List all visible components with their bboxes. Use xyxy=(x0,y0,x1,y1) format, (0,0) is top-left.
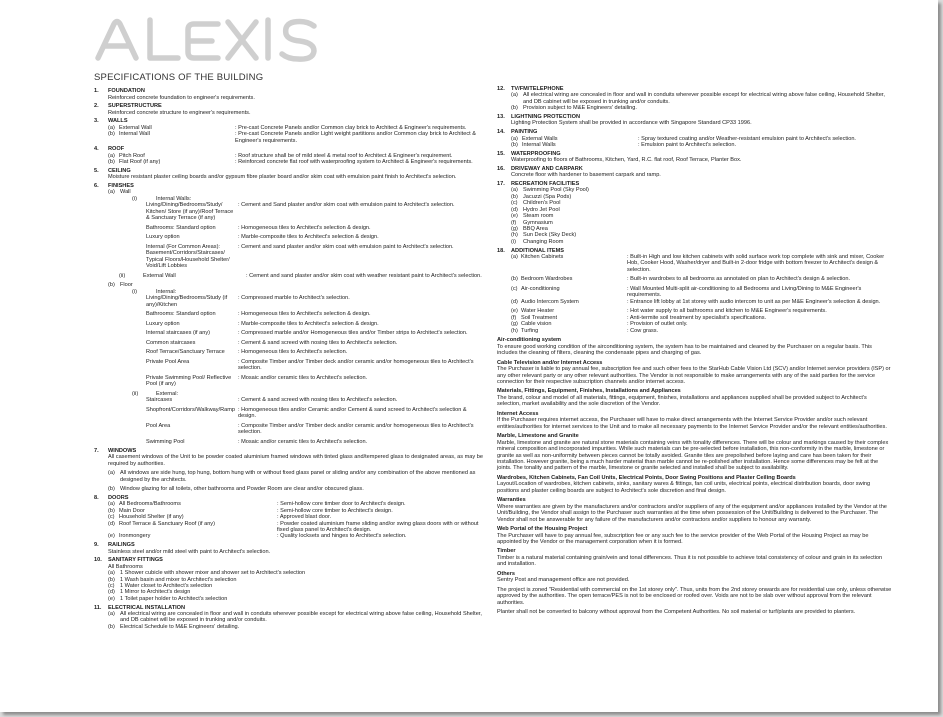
section-text: Reinforced concrete foundation to engineer's requirements. xyxy=(108,94,255,101)
left-column xyxy=(94,86,484,630)
section-number: 18. xyxy=(497,247,505,254)
section-doors xyxy=(94,495,484,540)
document-title: SPECIFICATIONS OF THE BUILDING xyxy=(94,72,264,83)
spec-row: Pool Area : Composite Timber and/or Timber deck and/or ceramic and/or homogeneous tiles to Architect's selection. xyxy=(108,423,484,436)
section-number: 10. xyxy=(94,557,102,564)
section-number: 13. xyxy=(497,114,505,120)
spec-row: Internal staircases (if any) : Compressed marble and/or Homogeneous tiles and/or Timber strips to Architect's selection. xyxy=(108,330,484,336)
spec-row: Living/Dining/Bedrooms/Study/ Kitchen/ Store (if any)/Roof Terrace & Sanctuary Terrace (if any) : Cement and Sand plaster and/or skim coat with emulsion paint to Architect's selection. xyxy=(108,202,484,221)
spec-row: (a) Kitchen Cabinets : Built-in High and low kitchen cabinets with solid surface work top complete with sink and mixer, Cooker Hob, Cooker Hood, Washer/dryer and Built-in 2-door fridge with bottom freezer to Architect's design & selection. xyxy=(511,254,892,273)
spec-row: Internal (For Common Areas): Basement/Corridors/Staircases/ Typical Floors/Household Shelter/ Void/Lift Lobbies : Cement and sand plaster and/or skim coat with emulsion paint to Architect's selection. xyxy=(108,244,484,270)
section-title: TV/FM/TELEPHONE xyxy=(511,86,564,92)
section-additional-items xyxy=(497,248,892,335)
note-marble-limestone-granite: Marble, Limestone and Granite Marble, limestone and granite are natural stone materials containing veins with tonality differences. There will be colour and markings caused by their complex mineral composition and incorporated impurities. While such materials can be pre-selected before installation, this non-conformity in the marble, limestone or granite as well as non-uniformity between pieces cannot be totally avoided. Granite tiles are prepolished before laying and care has been taken for their installation. However granite, being a much harder material than marble cannot be re-polished after installation. Hence some differences may be felt at the joints. The tonality and pattern of the marble, limestone or granite selected and installed shall be subject to availability. xyxy=(497,433,889,472)
spec-row: (ii) External Wall : Cement and sand plaster and/or skim coat with weather resistant paint to Architect's selection. xyxy=(108,273,484,279)
spec-row: (g) Cable vision : Provision of outlet only. xyxy=(511,321,892,327)
section-recreation-facilities: 17. RECREATION FACILITIES (a) Swimming Pool (Sky Pool) (b) Jacuzzi (Spa Pods) (c) Children's Pool (d) Hydro Jet Pool (e) Steam room (f) Gymnasium (g) BBQ Area (h) Sun Deck (Sky Deck) (i) Changing Room xyxy=(497,180,589,245)
note-internet-access: Internet Access If the Purchaser requires internet access, the Purchaser will have to make direct arrangements with the Internet Service Provider and/or such relevant entities/authorities for internet services to the Unit and to make all necessary payments to the Internet Service Provider and/or the relevant entities/authorities. xyxy=(497,410,887,430)
section-title: ROOF xyxy=(108,146,125,153)
spec-row: (a) External Walls : Spray textured coating and/or Weather-resistant emulsion paint to Architect's selection. xyxy=(511,136,892,142)
note-air-conditioning: Air-conditioning system To ensure good working condition of the airconditioning system, the system has to be maintained and cleaned by the Purchaser on a regular basis. This includes the cleaning of filters, cleaning the condensate pipes and charging of gas. xyxy=(497,337,872,357)
spec-row: (a) Pitch Roof : Roof structure shall be of mild steel & metal roof to Architect & Engineer's requirement. xyxy=(108,153,484,159)
spec-row: Bathrooms: Standard option : Homogeneous tiles to Architect's selection & design. xyxy=(108,225,484,231)
note-materials: Materials, Fittings, Equipment, Finishes, Installations and Appliances The brand, colour and model of all materials, fittings, equipment, finishes, installations and appliances supplied shall be provided subject to Architect's selection, market availability and the sole discretion of the Vendor. xyxy=(497,388,867,408)
spec-row: (e) Water Heater : Hot water supply to all bathrooms and kitchen to M&E Engineer's requirements. xyxy=(511,308,892,314)
note-web-portal: Web Portal of the Housing Project The Purchaser will have to pay annual fee, subscription fee or any such fee to the service provider of the Web Portal of the Housing Project as may be appointed by the Vendor or the management corporation when it is formed. xyxy=(497,526,869,545)
section-title: WATERPROOFING xyxy=(511,150,561,157)
section-number: 11. xyxy=(94,604,102,611)
section-tv-telephone: 12. TV/FM/TELEPHONE (a) All electrical wiring are concealed in floor and wall in conduits wherever possible except for electrical wiring above false ceiling, Household Shelter, and DB cabinet will be exposed in trunking and/or conduits. (b) Provision subject to M&E Engineers' detailing. xyxy=(497,86,885,112)
spec-row: Roof Terrace/Sanctuary Terrace : Homogeneous tiles to Architect's selection. xyxy=(108,349,484,355)
spec-row: (a) All Bedrooms/Bathrooms : Semi-hollow core timber door to Architect's design. xyxy=(108,501,484,507)
note-layout-location: Wardrobes, Kitchen Cabinets, Fan Coil Units, Electrical Points, Door Swing Positions and Plaster Ceiling Boards Layout/Location of wardrobes, kitchen cabinets, sinks, sanitary wares & fittings, fan coil units, electrical points, electrical distribution boards, door swing positions and plaster ceiling boards are subject to Architect's sole discretion and final design. xyxy=(497,474,871,494)
spec-row: Luxury option : Marble-composite tiles to Architect's selection & design. xyxy=(108,234,484,240)
section-title: WALLS xyxy=(108,118,128,125)
section-number: 1. xyxy=(94,88,99,95)
note-cable-internet: Cable Television and/or Internet Access The Purchaser is liable to pay annual fee, subscription fee and such other fees to the StarHub Cable Vision Ltd (SCV) and/or Internet service providers (ISP) or any other relevant party or any other relevant authorities. The Vendor is not responsible to make arrangements with any of the said parties for the service connection for their respective subscription channels and/or internet access. xyxy=(497,359,891,385)
section-number: 6. xyxy=(94,183,99,190)
section-driveway-carpark: 16. DRIVEWAY AND CARPARK Concrete floor with hardener to basement carpark and ramp. xyxy=(497,165,661,179)
section-lightning-protection: 13. LIGHTNING PROTECTION Lighting Protection System shall be provided in accordance with Singapore Standard CP33 1996. xyxy=(497,114,752,127)
section-finishes: 6. FINISHES (a) Wall (i) Internal Walls: Living/Dining/Bedrooms/Study/ Kitchen/ Store (if any)/Roof Terrace & Sanctuary Terrace (if any) : Cement and Sand plaster and/or skim coat with emulsion paint to Architect's selection. Bathrooms: Standard option : Homogeneous tiles to Architect's selection & design. Luxury option : Marble-composite tiles to Architect's selection & design. Internal (For Common Areas): Basement/Corridors/Staircases/ Typical Floors/Household Shelter/ Void/Lift Lobbies : Cement and sand plaster and/or skim coat with emulsion paint to Architect's selection. (ii) External Wall : Cement and sand plaster and/or skim coat with weather resistant paint to Architect's selection. (b) Floor (i) Internal: Living/Dining/Bedrooms/Study (if any)/Kitchen : Compressed marble to Architect's selection. Bathrooms: Standard option : Homogeneous tiles to Architect's selection & design. Luxury option : Marble-composite tiles to Architect's selection & design. Internal staircases (if any) : Compressed marble and/or Homogeneous tiles and/or Timber strips to Architect's selection. Common staircases : Cement & sand screed with nosing tiles to Architect's selection. Roof Terrace/Sanctuary Terrace : Homogeneous tiles to Architect's selection. Private Pool Area : Composite Timber and/or Timber deck and/or ceramic and/or homogeneous tiles to Architect's selection. Private Swimming Pool/ Reflective Pool (if any) : Mosaic and/or ceramic tiles to Architect's selection. (ii) External: Staircases : Cement & sand screed with nosing tiles to Architect's selection. Shopfront/Corridors/Walkway/Ramp : Homogeneous tiles and/or Ceramic and/or Cement & sand screed to Architect's selection & design. Pool Area : Composite Timber and/or Timber deck and/or ceramic and/or homogeneous tiles to Architect's selection. Swimming Pool : Mosaic and/or ceramic tiles to Architect's selection. xyxy=(94,183,484,445)
spec-row: (b) Flat Roof (if any) : Reinforced concrete flat roof with waterproofing system to Architect & Engineer's requirements. xyxy=(108,159,484,165)
spec-row: Bathrooms: Standard option : Homogeneous tiles to Architect's selection & design. xyxy=(108,311,484,317)
section-number: 14. xyxy=(497,129,505,136)
spec-row: (c) Air-conditioning : Wall Mounted Multi-split air-conditioning to all Bedrooms and Living/Dining to M&E Engineer's requirements. xyxy=(511,286,892,299)
spec-row: (f) Soil Treatment : Anti-termite soil treatment by specialist's specifications. xyxy=(511,315,892,321)
alexis-logo xyxy=(92,14,322,62)
section-electrical-installation: 11. ELECTRICAL INSTALLATION (a) All electrical wiring are concealed in floor and wall in conduits wherever possible except for electrical wiring above false ceiling, Household Shelter, and DB cabinet will be exposed in trunking and/or conduits. (b) Electrical Schedule to M&E Engineers' detailing. xyxy=(94,604,482,630)
section-title: SUPERSTRUCTURE xyxy=(108,103,162,110)
section-number: 9. xyxy=(94,542,99,549)
section-windows: 7. WINDOWS All casement windows of the Unit to be powder coated aluminium framed windows with tinted glass and/tempered glass to designated areas, as may be required by authorities. (a) All windows are side hung, top hung, bottom hung with or without fixed glass panel or sliding and/or any combination of the above mentioned as designed by the architects. (b) Window glazing for all toilets, other bathrooms and Powder Room are clear and/or obscured glass. xyxy=(94,447,483,493)
section-waterproofing: 15. WATERPROOFING Waterproofing to floors of Bathrooms, Kitchen, Yard, R.C. flat roof, Roof Terrace, Planter Box. xyxy=(497,150,742,164)
right-column xyxy=(497,86,892,615)
section-title: DOORS xyxy=(108,494,129,501)
spec-row: Private Pool Area : Composite Timber and/or Timber deck and/or ceramic and/or homogeneous tiles to Architect's selection. xyxy=(108,359,484,372)
spec-row: (a) External Wall : Pre-cast Concrete Panels and/or Common clay brick to Architect & Engineer's requirements. xyxy=(108,125,484,131)
spec-row: (e) Ironmongery : Quality locksets and hinges to Architect's selection. xyxy=(108,533,484,539)
note-timber: Timber Timber is a natural material containing grain/vein and tonal differences. Thus it is not possible to achieve total consistency of colour and grain in its selection and installation. xyxy=(497,548,883,568)
section-number: 3. xyxy=(94,118,99,125)
section-number: 12. xyxy=(497,86,505,92)
section-text: Reinforced concrete structure to engineer's requirements. xyxy=(108,109,251,116)
spec-row: Staircases : Cement & sand screed with nosing tiles to Architect's selection. xyxy=(108,397,484,403)
section-title: ELECTRICAL INSTALLATION xyxy=(108,604,186,611)
section-number: 4. xyxy=(94,146,99,153)
section-roof xyxy=(94,146,484,165)
section-text: Moisture resistant plaster ceiling boards and/or gypsum fibre plaster board and/or skim coat with emulsion paint finish to Architect's selection. xyxy=(108,174,457,181)
spec-row: (b) Internal Walls : Emulsion paint to Architect's selection. xyxy=(511,142,892,148)
spec-row: (b) Bedroom Wardrobes : Built-in wardrobes to all bedrooms as annotated on plan to Architect's design & selection. xyxy=(511,276,892,282)
section-title: FINISHES xyxy=(108,183,134,190)
spec-row: Common staircases : Cement & sand screed with nosing tiles to Architect's selection. xyxy=(108,340,484,346)
section-title: RAILINGS xyxy=(108,542,135,549)
spec-row: Luxury option : Marble-composite tiles to Architect's selection & design. xyxy=(108,321,484,327)
section-walls xyxy=(94,118,484,144)
section-sanitary-fittings: 10. SANITARY FITTINGS All Bathrooms (a) 1 Shower cubicle with shower mixer and shower set to Architect's selection (b) 1 Wash basin and mixer to Architect's selection (c) 1 Water closet to Architect's selection (d) 1 Mirror to Architect's design (e) 1 Toilet paper holder to Architect's selection xyxy=(94,557,306,602)
section-title: RECREATION FACILITIES xyxy=(511,180,580,187)
section-number: 2. xyxy=(94,103,99,110)
spec-row: Living/Dining/Bedrooms/Study (if any)/Kitchen : Compressed marble to Architect's selection. xyxy=(108,295,484,308)
section-superstructure xyxy=(94,103,484,116)
section-number: 5. xyxy=(94,167,99,174)
section-number: 16. xyxy=(497,165,505,172)
spec-row: Shopfront/Corridors/Walkway/Ramp : Homogeneous tiles and/or Ceramic and/or Cement & sand screed to Architect's selection & design. xyxy=(108,407,484,420)
section-foundation xyxy=(94,88,484,101)
note-others: Others Sentry Post and management office are not provided. The project is zoned "Residential with commercial on the 1st storey only". Thus, units from the 2nd storey onwards are for residential use only, unless otherwise approved by the authorities. The open terrace/PES is not to be enclosed or roofed over. Voids are not to be slab over without approval from the relevant authorities. Planter shall not be converted to balcony without approval from the Competent Authorities. No soil material or turf/plants are provided to planters. xyxy=(497,570,892,616)
spec-row: (h) Turfing : Cow grass. xyxy=(511,328,892,334)
note-warranties: Warranties Where warranties are given by the manufacturers and/or contractors and/or suppliers of any of the equipment and/or appliances installed by the Vendor at the Unit/Building, the Vendor shall assign to the Purchaser such warranties at the time when possession of the Unit/Building is delivered to the Purchaser. The Vendor shall not be answerable for any failure of the manufacturers and/or contractors and/or suppliers to honour any warranty. xyxy=(497,497,887,523)
section-number: 7. xyxy=(94,447,99,454)
spec-row: Swimming Pool : Mosaic and/or ceramic tiles to Architect's selection. xyxy=(108,439,484,445)
spec-row: (d) Roof Terrace & Sanctuary Roof (if any) : Powder coated aluminium frame sliding and/or swing glass doors with or without fixed glass panel to Architect's design. xyxy=(108,521,484,534)
section-title: WINDOWS xyxy=(108,447,137,454)
section-ceiling xyxy=(94,168,484,181)
spec-row: Private Swimming Pool/ Reflective Pool (if any) : Mosaic and/or ceramic tiles to Architect's selection. xyxy=(108,375,484,388)
section-title: SANITARY FITTINGS xyxy=(108,557,163,564)
section-painting xyxy=(497,129,892,148)
section-title: ADDITIONAL ITEMS xyxy=(511,247,565,254)
section-title: PAINTING xyxy=(511,129,538,136)
section-number: 8. xyxy=(94,494,99,501)
spec-row: (c) Household Shelter (if any) : Approved blast door. xyxy=(108,514,484,520)
section-title: DRIVEWAY AND CARPARK xyxy=(511,165,583,172)
section-title: LIGHTNING PROTECTION xyxy=(511,114,580,120)
section-number: 17. xyxy=(497,180,505,187)
spec-row: (b) Main Door : Semi-hollow core timber to Architect's design. xyxy=(108,508,484,514)
section-number: 15. xyxy=(497,150,505,157)
spec-row: (d) Audio Intercom System : Entrance lift lobby at 1st storey with audio intercom to unit as per M&E Engineer's selection & design. xyxy=(511,299,892,305)
section-title: CEILING xyxy=(108,167,131,174)
spec-row: (b) Internal Wall : Pre-cast Concrete Panels and/or Light weight partitions and/or Common clay brick to Architect & Engineer's requirements. xyxy=(108,131,484,144)
section-title: FOUNDATION xyxy=(108,88,145,95)
section-railings: 9. RAILINGS Stainless steel and/or mild steel with paint to Architect's selection. xyxy=(94,542,271,555)
